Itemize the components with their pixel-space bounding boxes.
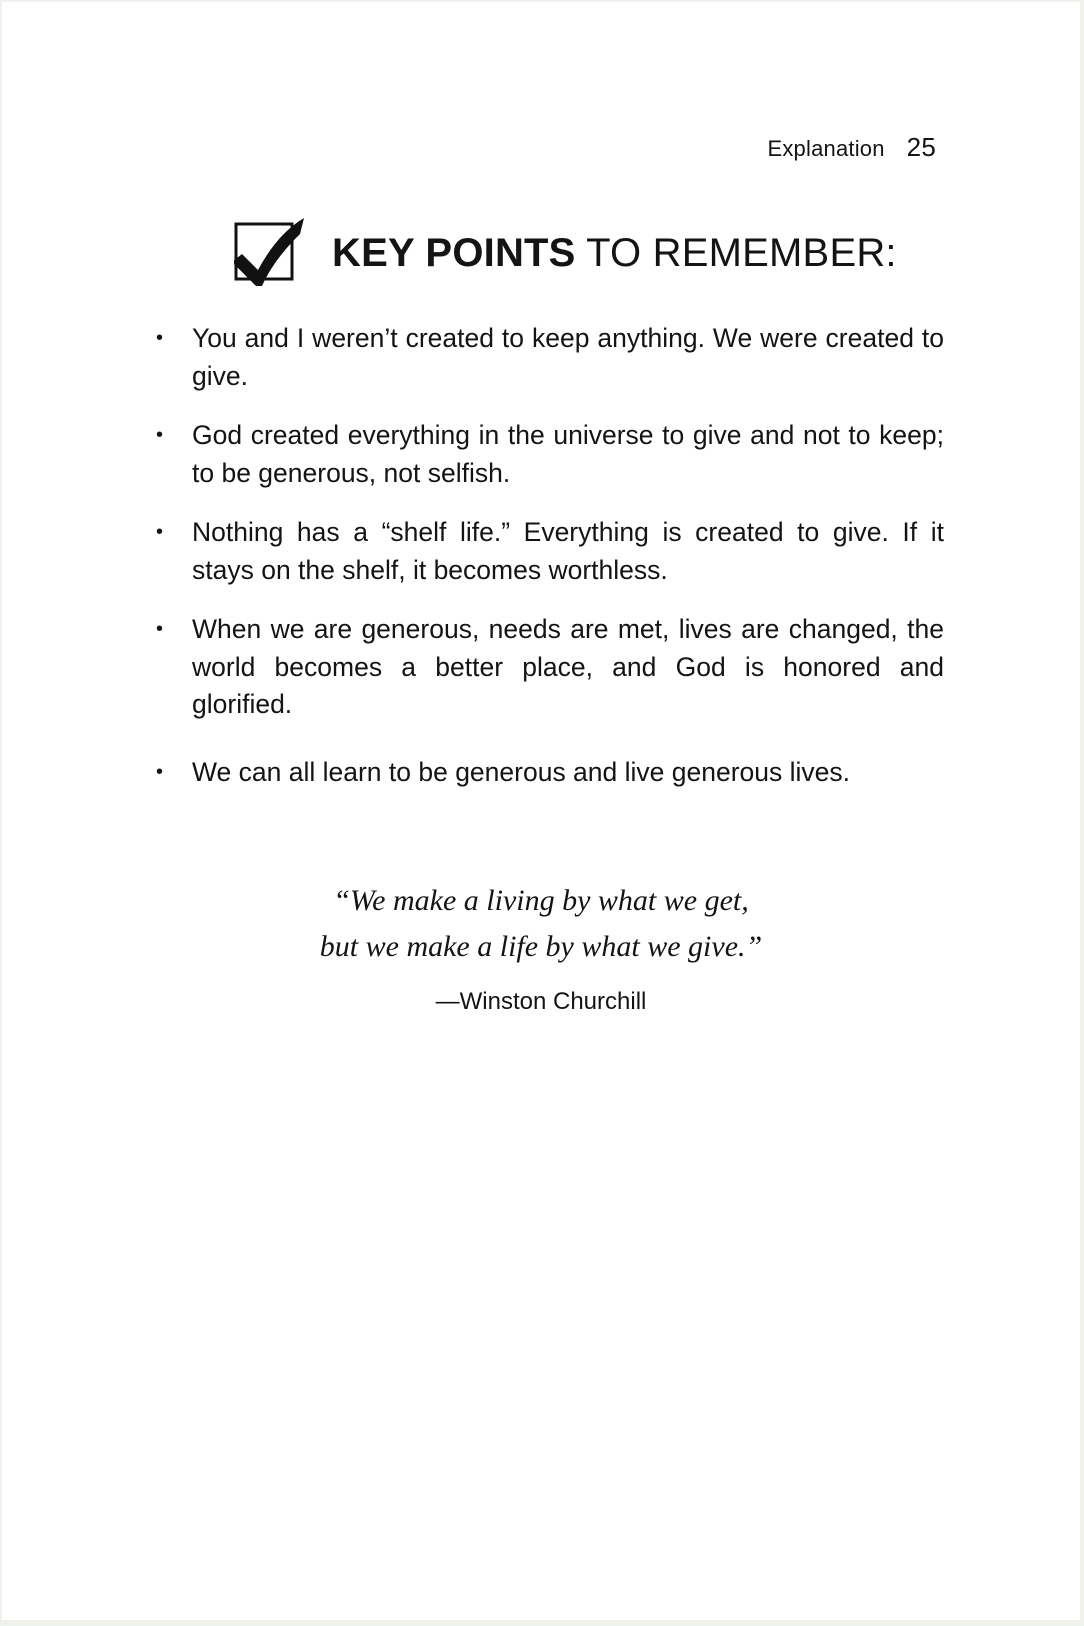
heading-regular-part: TO REMEMBER: bbox=[575, 230, 897, 275]
bullet-icon: • bbox=[156, 521, 164, 543]
list-item-text: When we are generous, needs are met, lives are changed, the world becomes a better place, and God is honored and glorified. bbox=[192, 614, 944, 719]
list-item bbox=[150, 514, 944, 589]
list-item bbox=[150, 320, 944, 395]
book-page bbox=[2, 2, 1080, 1620]
quote-line: but we make a life by what we give.” bbox=[319, 930, 763, 963]
quote bbox=[2, 878, 1080, 970]
list-item-text: We can all learn to be generous and live generous lives. bbox=[192, 756, 850, 787]
list-item-text: You and I weren’t created to keep anything. We were created to give. bbox=[192, 323, 944, 391]
heading-bold-part: KEY POINTS bbox=[332, 230, 576, 275]
heading-title bbox=[332, 231, 897, 276]
bullet-icon: • bbox=[156, 618, 164, 640]
list-item-text: Nothing has a “shelf life.” Everything is created to give. If it stays on the shelf, it becomes worthless. bbox=[192, 517, 944, 585]
quote-attribution: —Winston Churchill bbox=[435, 988, 647, 1015]
list-item bbox=[150, 754, 944, 792]
quote-line: “We make a living by what we get, bbox=[333, 884, 749, 917]
bullet-icon: • bbox=[156, 424, 164, 446]
page-number: 25 bbox=[906, 132, 936, 162]
list-item bbox=[150, 417, 944, 492]
bullet-icon: • bbox=[156, 327, 164, 349]
key-points-list bbox=[150, 320, 944, 791]
checkbox-checkmark-icon bbox=[234, 218, 306, 288]
section-title: Explanation bbox=[767, 136, 885, 161]
list-item-text: God created everything in the universe to give and not to keep; to be generous, not selfish. bbox=[192, 420, 944, 488]
key-points-heading bbox=[234, 218, 897, 288]
bullet-icon: • bbox=[156, 760, 164, 783]
running-head bbox=[767, 132, 936, 163]
list-item bbox=[150, 611, 944, 724]
